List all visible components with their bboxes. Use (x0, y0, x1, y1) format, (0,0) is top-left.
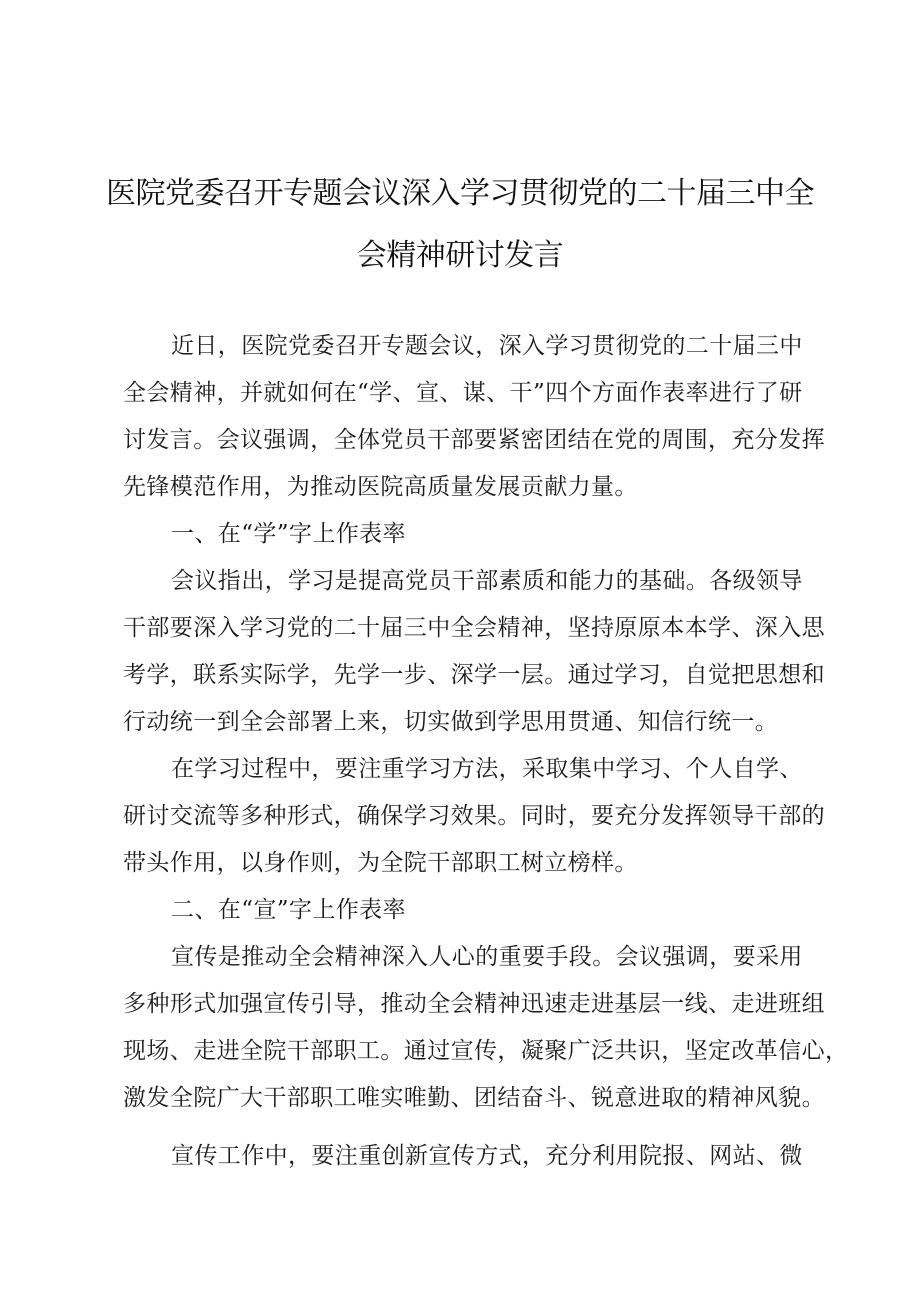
paragraph-line: 近日，医院党委召开专题会议，深入学习贯彻党的二十届三中 (171, 333, 803, 359)
section-heading: 二、在“宣”字上作表率 (171, 897, 406, 923)
paragraph-line: 在学习过程中，要注重学习方法，采取集中学习、个人自学、 (171, 756, 803, 782)
paragraph-line: 多种形式加强宣传引导，推动全会精神迅速走进基层一线、走进班组 (123, 991, 825, 1017)
paragraph-line: 考学，联系实际学，先学一步、深学一层。通过学习，自觉把思想和 (123, 662, 825, 688)
paragraph-line: 激发全院广大干部职工唯实唯勤、团结奋斗、锐意进取的精神风貌。 (123, 1085, 825, 1111)
paragraph-line: 宣传工作中，要注重创新宣传方式，充分利用院报、网站、微 (171, 1143, 803, 1169)
document-title-line-1: 医院党委召开专题会议深入学习贯彻党的二十届三中全 (106, 176, 814, 211)
paragraph-line: 干部要深入学习党的二十届三中全会精神，坚持原原本本学、深入思 (123, 615, 825, 641)
paragraph-line: 研讨交流等多种形式，确保学习效果。同时，要充分发挥领导干部的 (123, 803, 825, 829)
paragraph-line: 先锋模范作用，为推动医院高质量发展贡献力量。 (123, 474, 638, 500)
paragraph-line: 现场、走进全院干部职工。通过宣传，凝聚广泛共识，坚定改革信心， (123, 1038, 849, 1064)
paragraph-line: 带头作用，以身作则，为全院干部职工树立榜样。 (123, 850, 638, 876)
section-heading: 一、在“学”字上作表率 (171, 521, 406, 547)
document-title-line-2: 会精神研讨发言 (356, 238, 564, 273)
paragraph-line: 会议指出，学习是提高党员干部素质和能力的基础。各级领导 (171, 568, 803, 594)
paragraph-line: 行动统一到全会部署上来，切实做到学思用贯通、知信行统一。 (123, 709, 779, 735)
paragraph-line: 全会精神，并就如何在“学、宣、谋、干”四个方面作表率进行了研 (123, 380, 803, 406)
paragraph-line: 宣传是推动全会精神深入人心的重要手段。会议强调，要采用 (171, 944, 803, 970)
paragraph-line: 讨发言。会议强调，全体党员干部要紧密团结在党的周围，充分发挥 (123, 427, 825, 453)
